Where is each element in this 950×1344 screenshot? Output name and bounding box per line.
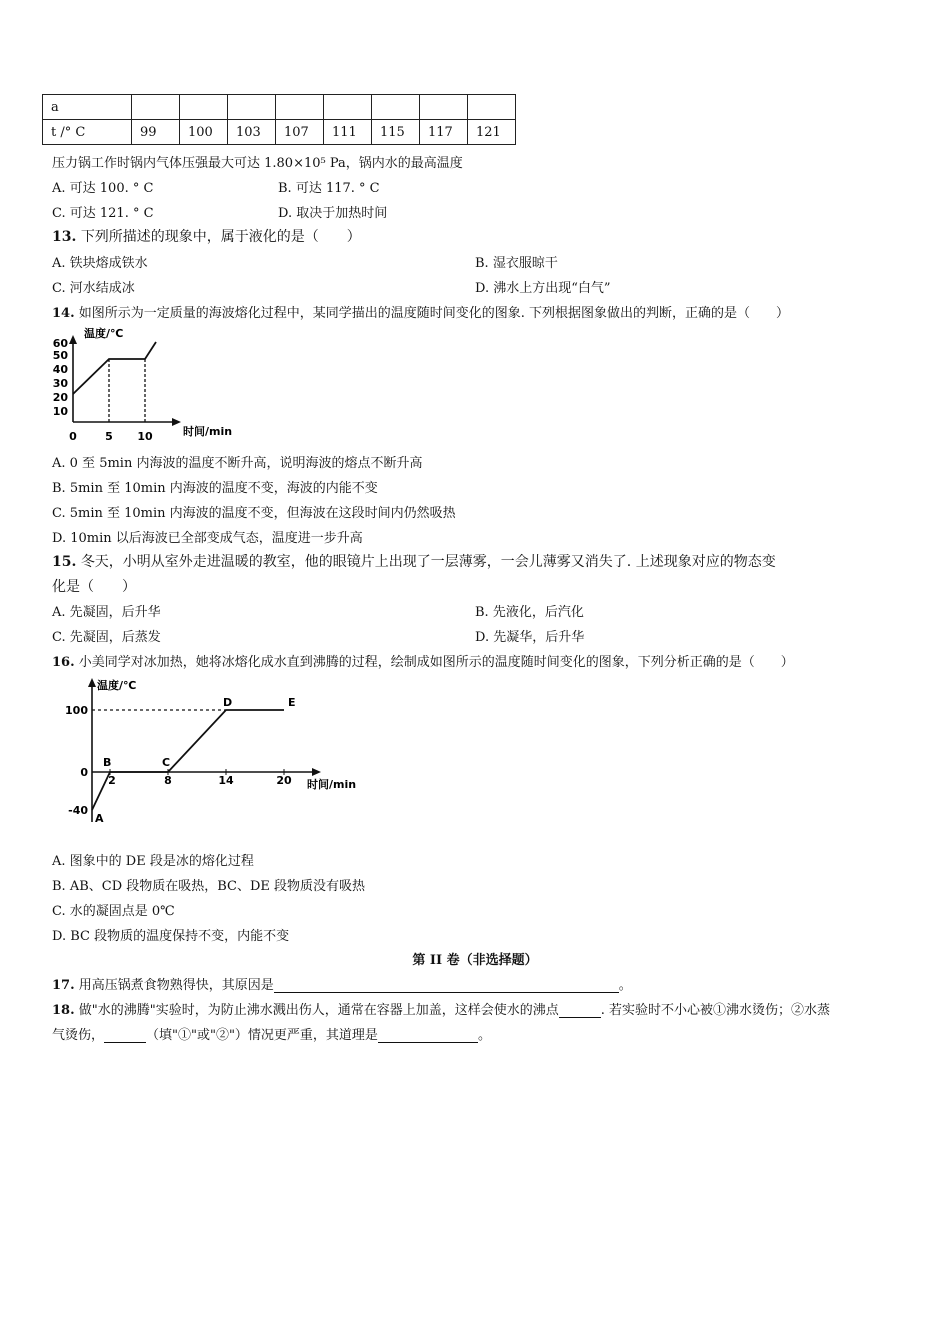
question-text: 做"水的沸腾"实验时，为防止沸水溅出伤人，通常在容器上加盖，这样会使水的沸点 (78, 1003, 559, 1018)
answer-blank[interactable] (378, 1027, 478, 1043)
y-tick: -40 (68, 804, 88, 817)
x-axis-arrow (312, 768, 321, 776)
option: A. 可达 100. ° C (52, 181, 154, 196)
question-14 (52, 302, 789, 321)
temperature-table (42, 94, 516, 145)
table-row (43, 95, 516, 120)
y-axis-label: 温度/℃ (84, 327, 124, 340)
x-tick: 10 (137, 430, 153, 443)
y-tick: 30 (52, 377, 68, 390)
question-text: 如图所示为一定质量的海波熔化过程中，某同学描出的温度随时间变化的图象. 下列根据图象做出的判断，正确的是（ ） (78, 306, 790, 321)
question-text: 冬天，小明从室外走进温暖的教室，他的眼镜片上出现了一层薄雾，一会儿薄雾又消失了. 上述现象对应的物态变 (80, 554, 776, 570)
question-17 (52, 974, 632, 993)
question-number: 15. (52, 554, 77, 570)
table-cell: 100 (180, 120, 228, 145)
option: C. 水的凝固点是 0℃ (52, 904, 175, 919)
q12-text: 压力锅工作时锅内气体压强最大可达 1.80×10⁵ Pa，锅内水的最高温度 (52, 156, 463, 171)
q14-chart (48, 322, 248, 444)
y-axis-arrow (69, 335, 77, 344)
question-text-continued: 化是（ ） (52, 579, 136, 595)
option: B. 湿衣服晾干 (475, 256, 558, 271)
answer-blank[interactable] (104, 1027, 146, 1043)
option: A. 0 至 5min 内海波的温度不断升高，说明海波的熔点不断升高 (52, 456, 423, 471)
table-row-label: a (43, 95, 132, 120)
table-cell: 107 (276, 120, 324, 145)
point-label: A (95, 812, 104, 825)
y-axis-arrow (88, 678, 96, 687)
x-axis-label: 时间/min (183, 425, 233, 438)
x-tick: 0 (69, 430, 77, 443)
option: D. BC 段物质的温度保持不变，内能不变 (52, 929, 290, 944)
question-number: 14. (52, 306, 75, 321)
y-tick: 40 (52, 363, 68, 376)
q16-chart (55, 672, 375, 832)
x-tick: 14 (218, 774, 234, 787)
table-cell: 121 (468, 120, 516, 145)
y-tick: 50 (52, 349, 68, 362)
table-cell: 111 (324, 120, 372, 145)
question-number: 13. (52, 229, 77, 245)
table-cell: 117 (420, 120, 468, 145)
option: B. AB、CD 段物质在吸热，BC、DE 段物质没有吸热 (52, 879, 366, 894)
option: C. 5min 至 10min 内海波的温度不变，但海波在这段时间内仍然吸热 (52, 506, 456, 521)
x-tick: 20 (276, 774, 292, 787)
y-tick: 100 (65, 704, 88, 717)
question-text: 小美同学对冰加热，她将冰熔化成水直到沸腾的过程，绘制成如图所示的温度随时间变化的图象，下列分析正确的是（ ） (78, 655, 794, 670)
x-tick: 2 (108, 774, 116, 787)
x-tick: 5 (105, 430, 113, 443)
option: D. 取决于加热时间 (278, 206, 388, 221)
y-axis-label: 温度/℃ (97, 679, 137, 692)
temperature-curve (92, 710, 284, 810)
temperature-curve (73, 342, 156, 394)
question-text: 下列所描述的现象中，属于液化的是（ ） (80, 229, 361, 245)
table-row-label: t /° C (43, 120, 132, 145)
option: D. 沸水上方出现“白气” (475, 281, 611, 296)
table-row (43, 120, 516, 145)
point-label: B (103, 756, 112, 769)
option: B. 5min 至 10min 内海波的温度不变，海波的内能不变 (52, 481, 378, 496)
x-axis-arrow (172, 418, 181, 426)
point-label: E (288, 696, 296, 709)
question-text: 气烫伤， (52, 1028, 105, 1043)
question-text: 用高压锅煮食物熟得快，其原因是 (78, 978, 274, 993)
question-18 (52, 999, 830, 1018)
question-13 (52, 226, 361, 246)
question-number: 18. (52, 1003, 75, 1018)
question-number: 17. (52, 978, 75, 993)
option: C. 可达 121. ° C (52, 206, 154, 221)
option: C. 先凝固，后蒸发 (52, 630, 161, 645)
table-cell: 103 (228, 120, 276, 145)
option: A. 铁块熔成铁水 (52, 256, 148, 271)
option: A. 先凝固，后升华 (52, 605, 161, 620)
option: B. 可达 117. ° C (278, 181, 380, 196)
y-tick: 10 (52, 405, 68, 418)
point-label: C (162, 756, 171, 769)
option: C. 河水结成冰 (52, 281, 135, 296)
question-text: . 若实验时不小心被①沸水烫伤；②水蒸 (600, 1003, 830, 1018)
question-15 (52, 551, 776, 571)
y-tick: 0 (80, 766, 88, 779)
option: D. 10min 以后海波已全部变成气态，温度进一步升高 (52, 531, 363, 546)
y-tick: 60 (52, 337, 68, 350)
table-cell: 115 (372, 120, 420, 145)
y-tick: 20 (52, 391, 68, 404)
question-number: 16. (52, 655, 75, 670)
x-axis-label: 时间/min (307, 778, 357, 791)
table-cell: 99 (132, 120, 180, 145)
question-text-end: 。 (618, 978, 632, 993)
question-18-continued (52, 1024, 491, 1043)
question-16 (52, 651, 794, 670)
option: B. 先液化，后汽化 (475, 605, 584, 620)
answer-blank[interactable] (274, 977, 619, 993)
question-text-end: 。 (477, 1028, 491, 1043)
section-title: 第 II 卷（非选择题） (412, 953, 538, 968)
point-label: D (223, 696, 233, 709)
option: A. 图象中的 DE 段是冰的熔化过程 (52, 854, 254, 869)
answer-blank[interactable] (559, 1002, 601, 1018)
x-tick: 8 (164, 774, 172, 787)
option: D. 先凝华，后升华 (475, 630, 585, 645)
question-text: （填"①"或"②"）情况更严重，其道理是 (146, 1028, 378, 1043)
